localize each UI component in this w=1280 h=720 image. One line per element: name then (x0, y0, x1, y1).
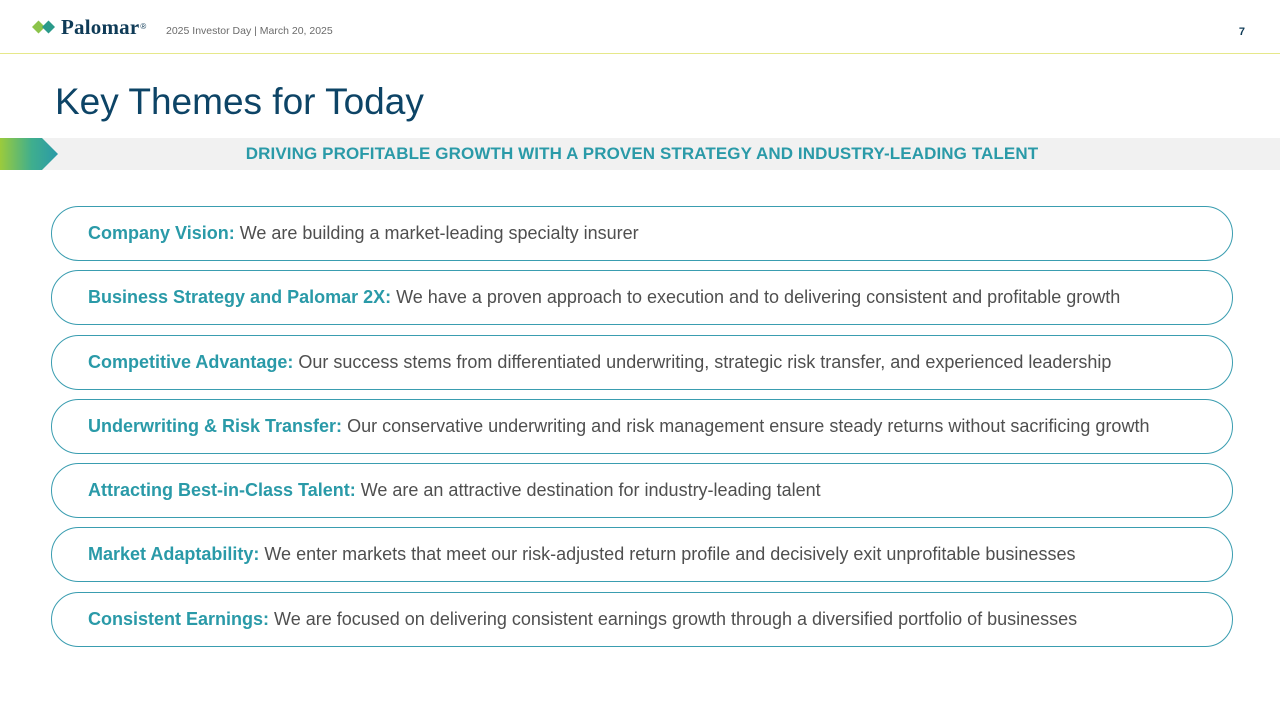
theme-label: Consistent Earnings: (88, 608, 270, 629)
theme-label: Market Adaptability: (88, 544, 260, 565)
banner-text: DRIVING PROFITABLE GROWTH WITH A PROVEN STRATEGY AND INDUSTRY-LEADING TALENT (245, 144, 1039, 163)
themes-list (51, 206, 1233, 656)
logo-wordmark: Palomar (61, 15, 140, 39)
theme-description: We have a proven approach to execution and to delivering consistent and profitable growth (396, 287, 1121, 308)
theme-item-competitive-advantage (51, 335, 1233, 390)
theme-description: We are building a market-leading specialty insurer (239, 223, 639, 243)
slide-title: Key Themes for Today (55, 81, 424, 122)
theme-item-underwriting-risk-transfer (51, 399, 1233, 454)
theme-item-consistent-earnings (51, 592, 1233, 647)
theme-item-attracting-talent (51, 463, 1233, 518)
logo-registered-mark: ® (140, 22, 147, 31)
palomar-logo (32, 16, 146, 38)
theme-label: Business Strategy and Palomar 2X: (88, 287, 392, 308)
theme-description: We enter markets that meet our risk-adjusted return profile and decisively exit unprofitable businesses (264, 544, 1076, 565)
theme-label: Underwriting & Risk Transfer: (88, 415, 343, 436)
theme-description: Our success stems from differentiated underwriting, strategic risk transfer, and experienced leadership (298, 351, 1112, 372)
theme-description: We are an attractive destination for industry-leading talent (360, 480, 821, 501)
theme-item-company-vision (51, 206, 1233, 261)
event-caption: 2025 Investor Day | March 20, 2025 (166, 25, 333, 37)
theme-label: Company Vision: (88, 223, 235, 243)
palomar-leaf-icon (32, 18, 58, 36)
theme-item-business-strategy (51, 270, 1233, 325)
theme-description: Our conservative underwriting and risk management ensure steady returns without sacrificing growth (347, 415, 1150, 436)
page-number: 7 (1238, 26, 1245, 38)
theme-label: Attracting Best-in-Class Talent: (88, 480, 356, 501)
slide-header (0, 0, 1280, 54)
subtitle-banner (0, 138, 1280, 170)
theme-description: We are focused on delivering consistent earnings growth through a diversified portfolio of businesses (274, 608, 1078, 629)
theme-item-market-adaptability (51, 527, 1233, 582)
theme-label: Competitive Advantage: (88, 351, 294, 372)
